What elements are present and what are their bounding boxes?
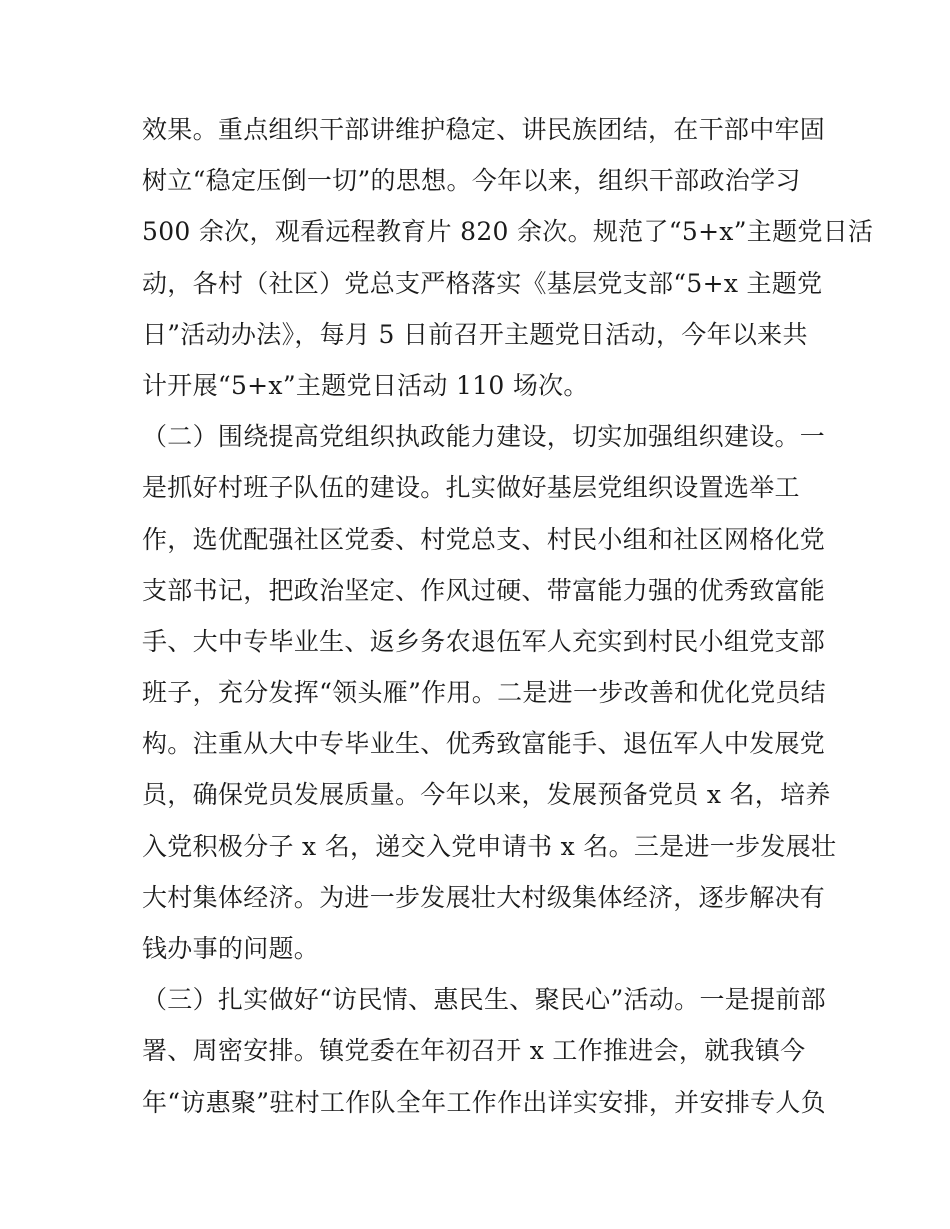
text-line: 班子，充分发挥“领头雁”作用。二是进一步改善和优化党员结 bbox=[142, 678, 826, 708]
section-heading-line: （三）扎实做好“访民情、惠民生、聚民心”活动。一是提前部 bbox=[142, 985, 826, 1015]
text-line: 计开展“5+x”主题党日活动 110 场次。 bbox=[142, 370, 589, 400]
text-line: 入党积极分子 x 名，递交入党申请书 x 名。三是进一步发展壮 bbox=[142, 831, 837, 861]
text-line: 手、大中专毕业生、返乡务农退伍军人充实到村民小组党支部 bbox=[142, 626, 826, 656]
text-line: 署、周密安排。镇党委在年初召开 x 工作推进会，就我镇今 bbox=[142, 1036, 806, 1066]
text-line: 日”活动办法》，每月 5 日前召开主题党日活动，今年以来共 bbox=[142, 319, 808, 349]
text-line: 员，确保党员发展质量。今年以来，发展预备党员 x 名，培养 bbox=[142, 780, 831, 810]
document-body bbox=[142, 104, 874, 1128]
text-line: 支部书记，把政治坚定、作风过硬、带富能力强的优秀致富能 bbox=[142, 575, 826, 605]
text-line: 动，各村（社区）党总支严格落实《基层党支部“5+x 主题党 bbox=[142, 268, 823, 298]
text-line: 钱办事的问题。 bbox=[142, 934, 320, 963]
text-line: 构。注重从大中专毕业生、优秀致富能手、退伍军人中发展党 bbox=[142, 729, 826, 759]
text-line: 是抓好村班子队伍的建设。扎实做好基层党组织设置选举工 bbox=[142, 473, 800, 503]
text-line: 作，选优配强社区党委、村党总支、村民小组和社区网格化党 bbox=[142, 524, 826, 554]
text-line: 500 余次，观看远程教育片 820 余次。规范了“5+x”主题党日活 bbox=[142, 217, 874, 247]
text-line: 大村集体经济。为进一步发展壮大村级集体经济，逐步解决有 bbox=[142, 882, 826, 912]
text-line: 树立“稳定压倒一切”的思想。今年以来，组织干部政治学习 bbox=[142, 166, 801, 196]
text-line: 年“访惠聚”驻村工作队全年工作作出详实安排，并安排专人负 bbox=[142, 1087, 826, 1117]
text-line: 效果。重点组织干部讲维护稳定、讲民族团结，在干部中牢固 bbox=[142, 115, 826, 144]
section-heading-line: （二）围绕提高党组织执政能力建设，切实加强组织建设。一 bbox=[142, 422, 826, 452]
